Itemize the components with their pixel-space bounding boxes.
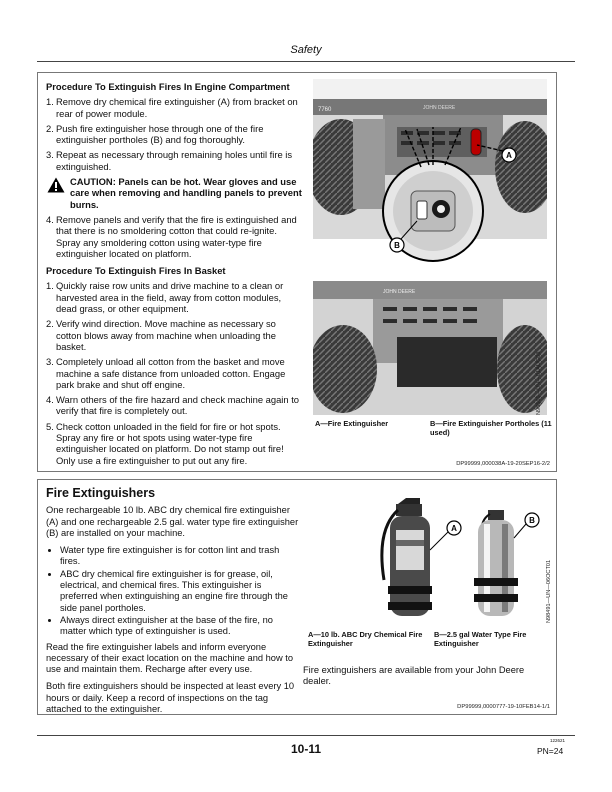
image-ref-lower: N98491—UN—06OCT01	[546, 559, 552, 623]
model-label: 7760	[318, 107, 332, 113]
engine-fire-section	[37, 72, 557, 472]
page-number: 10-11	[290, 742, 322, 756]
basket-steps	[46, 280, 304, 465]
list-item: 3. Completely unload all cotton from the basket and move machine a safe distance from unloaded cotton. Engage park brake and shut off engine.	[46, 356, 286, 390]
footer-rule	[37, 735, 575, 736]
list-item: • ABC dry chemical fire extinguisher is for grease, oil, electrical, and chemical fires. This extinguisher is preferred when extinguishing an engine fire through the side panel portholes.	[60, 569, 300, 614]
extinguisher-bullets	[46, 545, 300, 637]
extinguishers-text	[46, 488, 300, 721]
list-item: • Always direct extinguisher at the base of the fire, no matter which type of extinguisher is used.	[60, 615, 300, 638]
caption-portholes: B—Fire Extinguisher Portholes (11 used)	[430, 419, 552, 437]
section-title: Fire Extinguishers	[46, 486, 156, 500]
engine-steps-cont	[46, 214, 304, 259]
section-header: Safety	[290, 44, 322, 56]
callout-a-text: A	[451, 524, 457, 533]
engine-fire-text	[46, 81, 304, 470]
engine-steps	[46, 96, 304, 172]
list-item: 4. Remove panels and verify that the fire is extinguished and that there is no smoldering cotton that could re-ignite. Spray any smoldering cotton using water-type fire extinguisher located on platform.	[46, 213, 297, 259]
heading-basket: Procedure To Extinguish Fires In Basket	[46, 265, 226, 277]
svg-text:JOHN DEERE: JOHN DEERE	[383, 289, 416, 295]
dry-chemical-extinguisher	[382, 498, 432, 616]
water-extinguisher	[474, 510, 518, 616]
caution-note: CAUTION: Panels can be hot. Wear gloves and use care when removing and handling panels to prevent burns.	[46, 176, 304, 210]
list-item: • Water type fire extinguisher is for cotton lint and trash fires.	[60, 545, 300, 568]
extinguishers-illustration	[338, 490, 544, 624]
label-paragraph: Read the fire extinguisher labels and inform everyone necessary of their exact location on the machine and how to use and maintain them. Recharge after every use.	[46, 641, 294, 675]
callout-b-text: B	[529, 516, 535, 525]
list-item: 4. Warn others of the fire hazard and check machine again to verify that fire is completely out.	[46, 394, 300, 417]
callout-b-text: B	[394, 241, 400, 250]
header-rule	[37, 61, 575, 62]
caption-fire-extinguisher: A—Fire Extinguisher	[315, 419, 389, 428]
doc-ref-2: DP99999,0000777-19-10FEB14-1/1	[457, 704, 550, 710]
fire-extinguishers-section	[37, 479, 557, 715]
dealer-note: Fire extinguishers are available from your John Deere dealer.	[303, 665, 525, 687]
machine-fire-illustration	[313, 79, 547, 415]
list-item: 1. Remove dry chemical fire extinguisher (A) from bracket on rear of power module.	[46, 96, 298, 119]
footer-code: 122621	[550, 738, 566, 743]
list-item: 5. Check cotton unloaded in the field for fire or hot spots. Spray any fire or hot spots using water-type fire extinguisher located on platform. Do not stamp out fire! Only use a fire extinguisher to put out any fire.	[46, 420, 284, 466]
heading-engine-compartment: Procedure To Extinguish Fires In Engine Compartment	[46, 81, 290, 92]
list-item: 2. Push fire extinguisher hose through one of the fire extinguisher portholes (B) and fog thoroughly.	[46, 122, 264, 146]
intro-paragraph: One rechargeable 10 lb. ABC dry chemical fire extinguisher (A) and one rechargeable 2.5 gal. water type fire extinguisher (B) are installed on your machine.	[46, 505, 299, 538]
doc-ref-1: DP99999,000038A-19-20SEP16-2/2	[456, 461, 550, 467]
caption-dry-chemical: A—10 lb. ABC Dry Chemical Fire Extinguisher	[308, 630, 423, 648]
brand-label: JOHN DEERE	[423, 105, 456, 111]
warning-triangle-icon	[47, 177, 65, 193]
list-item: 1. Quickly raise row units and drive machine to a clean or harvested area in the field, away from cotton modules, dead grass, or other equipment.	[46, 280, 284, 315]
inspection-paragraph: Both fire extinguishers should be inspected at least every 10 hours or daily. Keep a record of inspections on the tag attached to the extinguisher.	[46, 681, 295, 715]
caption-water-type: B—2.5 gal Water Type Fire Extinguisher	[434, 630, 527, 648]
list-item: 2. Verify wind direction. Move machine as necessary so cotton blows away from machine when unloading the basket.	[46, 318, 276, 352]
image-ref-upper: N96660—UN—01AUG08	[536, 351, 542, 415]
pn-number: PN=24	[537, 746, 564, 756]
list-item: 3. Repeat as necessary through remaining holes until fire is extinguished.	[46, 149, 293, 172]
callout-a-text: A	[506, 151, 512, 160]
